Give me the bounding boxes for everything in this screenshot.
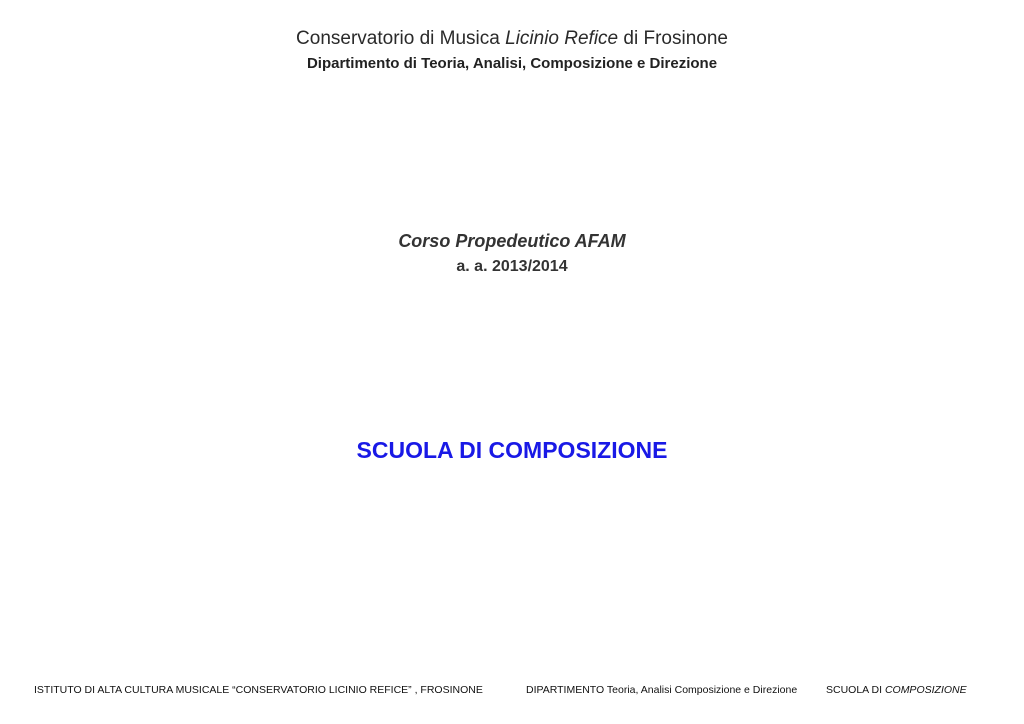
school-title: SCUOLA DI COMPOSIZIONE [356,437,668,463]
footer-department: DIPARTIMENTO Teoria, Analisi Composizione e Direzione [526,684,798,696]
footer-institute: ISTITUTO DI ALTA CULTURA MUSICALE “CONSERVATORIO LICINIO REFICE” , FROSINONE [34,684,483,696]
footer-school-name: COMPOSIZIONE [884,684,967,696]
institution-prefix: Conservatorio di Musica [296,28,506,49]
course-title: Corso Propedeutico AFAM [398,231,626,251]
footer-school [826,684,967,696]
institution-name: Licinio Refice [505,28,619,49]
institution-title [0,28,1024,50]
academic-year: a. a. 2013/2014 [456,258,568,275]
institution-suffix: di Frosinone [618,28,728,49]
department-title: Dipartimento di Teoria, Analisi, Composizione e Direzione [306,55,718,72]
footer-school-prefix: SCUOLA DI [826,684,885,696]
